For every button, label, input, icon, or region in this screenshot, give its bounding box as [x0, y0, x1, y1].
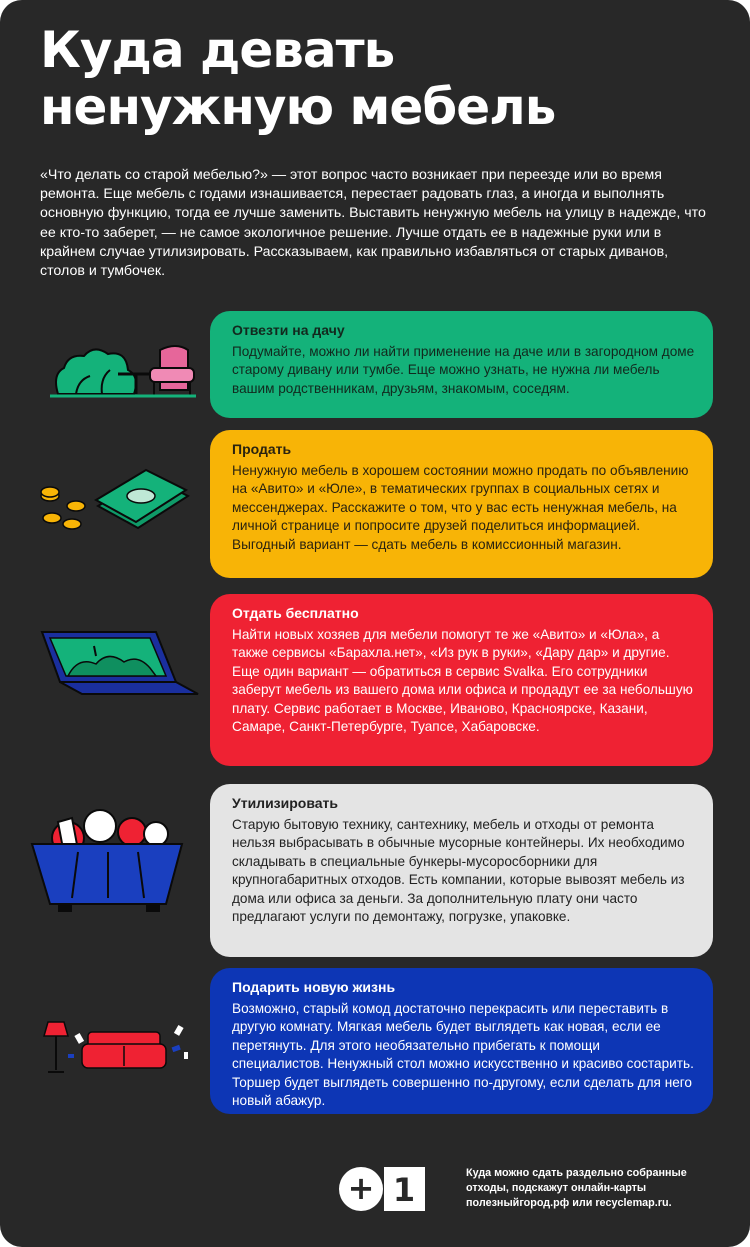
waste-container-icon [28, 808, 190, 916]
plus-one-logo [338, 1166, 426, 1212]
money-coins-icon [38, 466, 190, 540]
laptop-icon [38, 628, 204, 700]
card-text: Возможно, старый комод достаточно перекрасить или переставить в другую комнату. Мягкая мебель будет выглядеть как новая, если ее перетянуть. Для этого необязательно прибегать к помощи специалистов. Ненужный стол можно искусственно и красиво состарить. Торшер будет выглядеть совершенно по-другому, если сделать для него новый абажур. [232, 1001, 694, 1109]
card-sell [210, 430, 713, 578]
sofa-lamp-icon [34, 1018, 194, 1076]
intro-paragraph: «Что делать со старой мебелью?» — этот вопрос часто возникает при переезде или во время ремонта. Еще мебель с годами изнашивается, перестает радовать глаз, а иногда и выполнять основную функцию, тогда ее лучше заменить. Выставить ненужную мебель на улицу в надежде, что ее кто-то заберет, — не самое экологичное решение. Лучше отдать ее в надежные руки или в крайнем случае утилизировать. Рассказываем, как правильно избавляться от старых диванов, столов и тумбочек. [40, 167, 706, 280]
card-text: Подумайте, можно ли найти применение на даче или в загородном доме старому дивану или тумбе. Еще можно узнать, не нужна ли мебель вашим родственникам, друзьям, знакомым, соседям. [232, 344, 695, 396]
page-title [40, 22, 720, 136]
card-title: Отвезти на дачу [232, 322, 345, 338]
footer-note: Куда можно сдать раздельно собранные отходы, подскажут онлайн-карты полезныйгород.рф или recyclemap.ru. [466, 1167, 687, 1209]
garden-chair-icon [50, 340, 196, 398]
card-title: Подарить новую жизнь [232, 979, 396, 995]
card-dacha [210, 311, 713, 418]
card-new-life [210, 968, 713, 1114]
card-text: Старую бытовую технику, сантехнику, мебель и отходы от ремонта нельзя выбрасывать в обычные мусорные контейнеры. Их необходимо складывать в специальные бункеры-мусоросборники для крупногабаритных отходов. Есть компании, которые вывозят мебель из дома или офиса за деньги. За дополнительную плату они часто предлагают услуги по демонтажу, погрузке, упаковке. [232, 817, 685, 925]
logo-one: 1 [392, 1171, 416, 1209]
logo-plus: + [347, 1169, 375, 1207]
card-give-free [210, 594, 713, 766]
card-utilize [210, 784, 713, 957]
title-line-2: ненужную мебель [40, 78, 556, 136]
card-title: Продать [232, 441, 292, 457]
title-line-1: Куда девать [40, 21, 395, 79]
card-text: Ненужную мебель в хорошем состоянии можно продать по объявлению на «Авито» и «Юле», в тематических группах в социальных сетях и мессенджерах. Расскажите о том, что у вас есть ненужная мебель, на личной странице и попросите друзей поделиться информацией. Выгодный вариант — сдать мебель в комиссионный магазин. [232, 463, 689, 552]
card-text: Найти новых хозяев для мебели помогут те же «Авито» и «Юла», а также сервисы «Барахла.нет», «Из рук в руки», «Дару дар» и другие. Еще один вариант — обратиться в сервис Svalka. Его сотрудники заберут мебель из вашего дома или офиса и продадут ее за небольшую плату. Сервис работает в Москве, Иваново, Красноярске, Казани, Самаре, Санкт-Петербурге, Туапсе, Хабаровске. [232, 627, 693, 735]
card-title: Отдать бесплатно [232, 605, 359, 621]
card-title: Утилизировать [232, 795, 339, 811]
